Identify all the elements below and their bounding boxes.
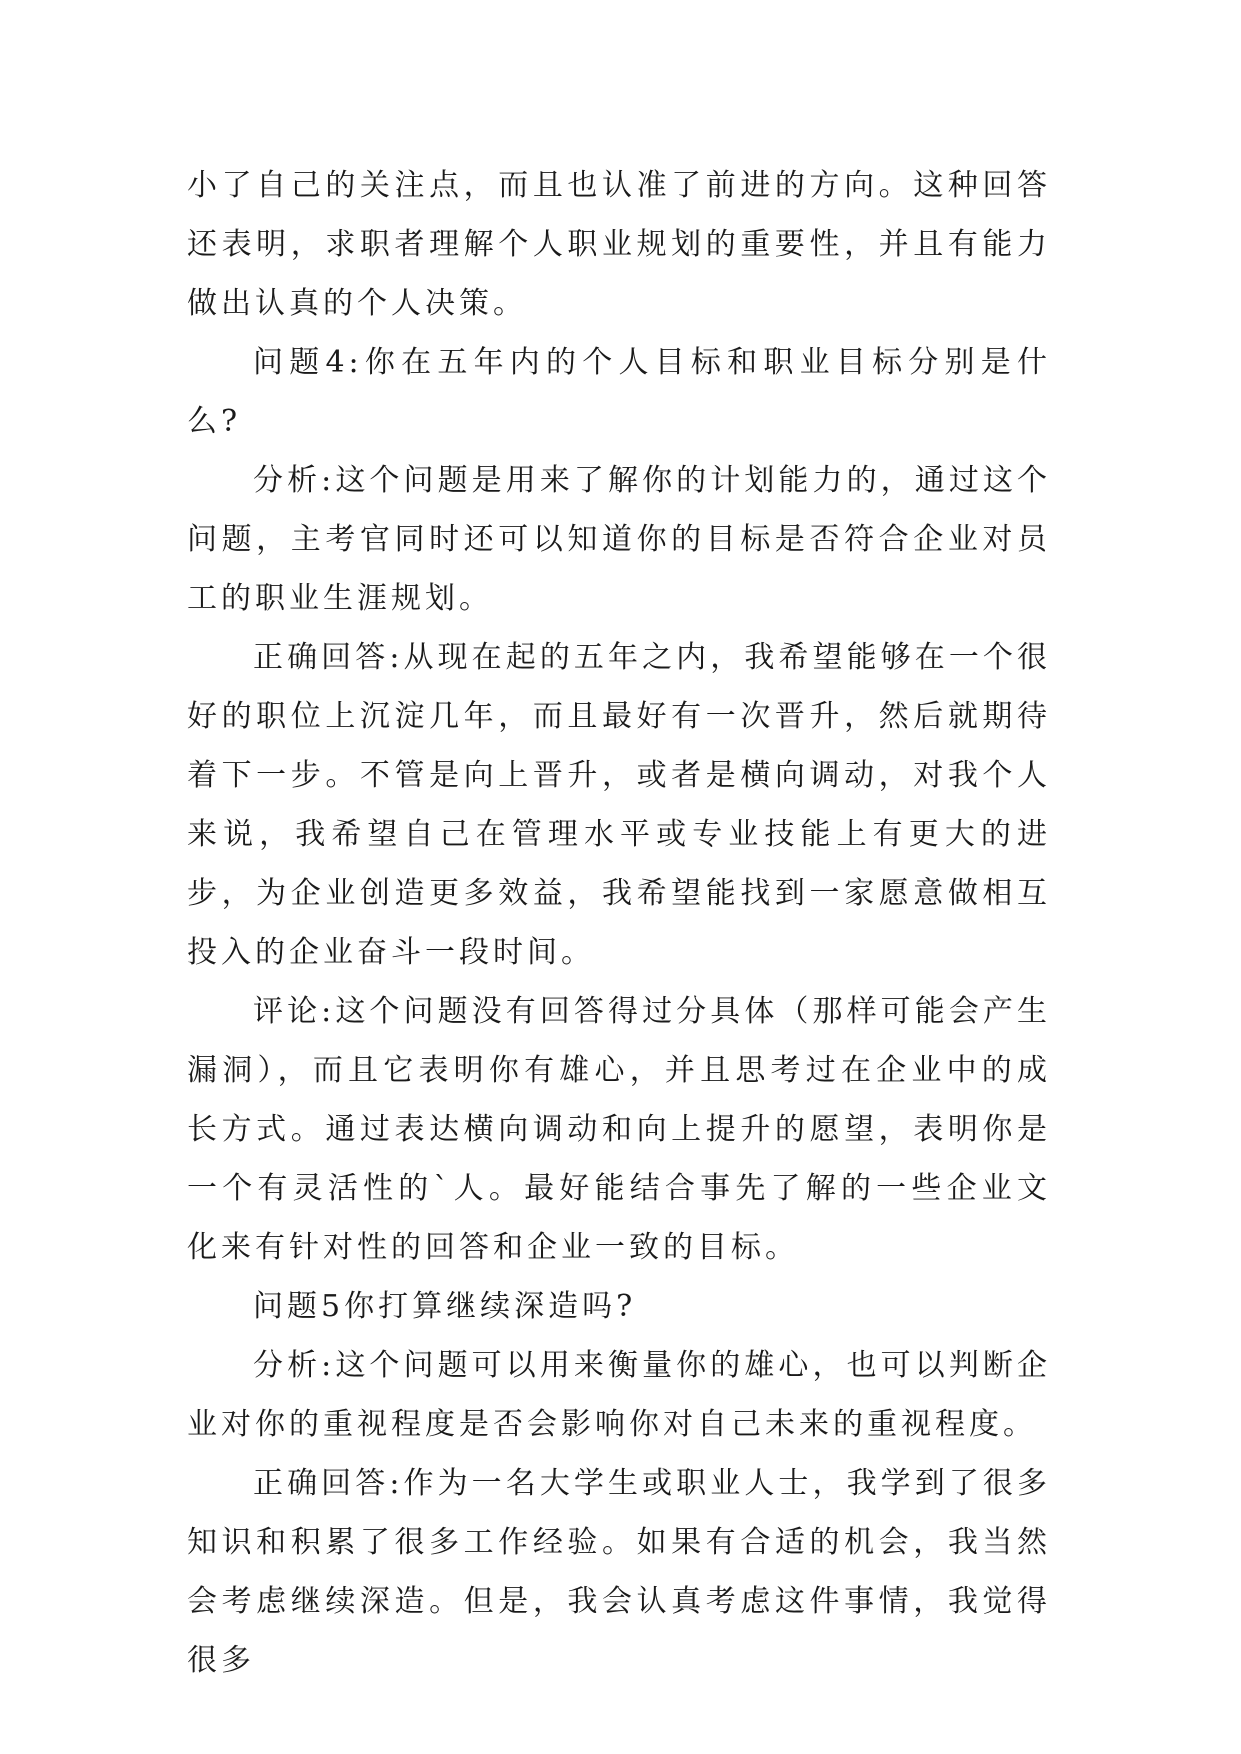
question-4-heading: 问题4:你在五年内的个人目标和职业目标分别是什么? (187, 345, 1051, 439)
question-5-heading: 问题5你打算继续深造吗? (253, 1289, 637, 1324)
question-4-answer: 正确回答:从现在起的五年之内，我希望能够在一个很好的职位上沉淀几年，而且最好有一次晋升，然后就期待着下一步。不管是向上晋升，或者是横向调动，对我个人来说，我希望自己在管理水平或专业技能上有更大的进步，为企业创造更多效益，我希望能找到一家愿意做相互投入的企业奋斗一段时间。 (187, 640, 1051, 970)
document-body (187, 156, 1051, 1690)
question-4-analysis: 分析:这个问题是用来了解你的计划能力的，通过这个问题，主考官同时还可以知道你的目标是否符合企业对员工的职业生涯规划。 (187, 463, 1051, 616)
question-5-analysis: 分析:这个问题可以用来衡量你的雄心，也可以判断企业对你的重视程度是否会影响你对自己未来的重视程度。 (187, 1348, 1051, 1442)
question-4-comment: 评论:这个问题没有回答得过分具体（那样可能会产生漏洞），而且它表明你有雄心，并且思考过在企业中的成长方式。通过表达横向调动和向上提升的愿望，表明你是一个有灵活性的`人。最好能结合事先了解的一些企业文化来有针对性的回答和企业一致的目标。 (187, 994, 1051, 1265)
question-5-answer: 正确回答:作为一名大学生或职业人士，我学到了很多知识和积累了很多工作经验。如果有合适的机会，我当然会考虑继续深造。但是，我会认真考虑这件事情，我觉得很多 (187, 1466, 1051, 1678)
paragraph-continuation: 小了自己的关注点，而且也认准了前进的方向。这种回答还表明，求职者理解个人职业规划的重要性，并且有能力做出认真的个人决策。 (187, 168, 1051, 321)
